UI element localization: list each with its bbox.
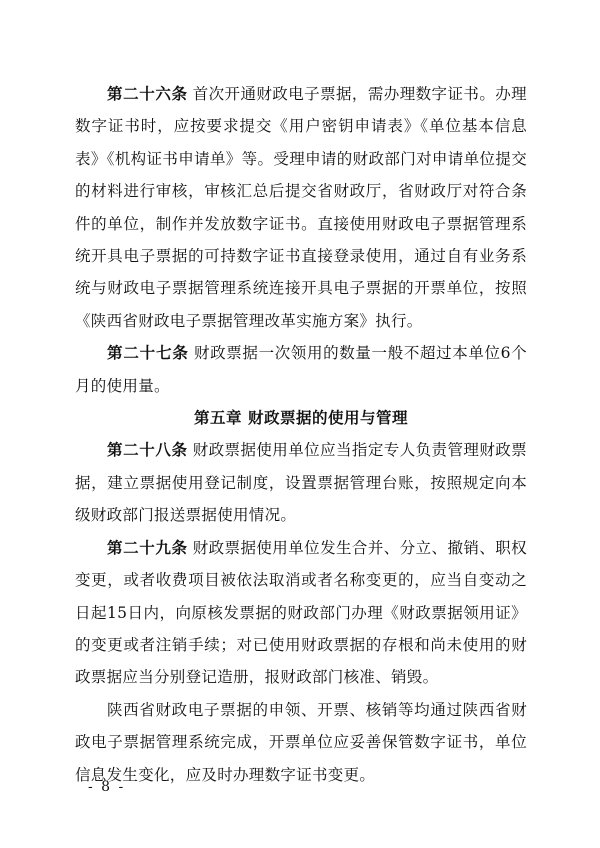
article-29-paragraph <box>75 532 527 694</box>
article-28-paragraph <box>75 434 527 531</box>
electronic-bill-paragraph <box>75 694 527 791</box>
article-29-text: 财政票据使用单位发生合并、分立、撤销、职权变更，或者收费项目被依法取消或者名称变更的，应当自变动之日起15日内，向原核发票据的财政部门办理《财政票据领用证》的变更或者注销手续；对已使用财政票据的存根和尚未使用的财政票据应当分别登记造册，报财政部门核准、销毁。 <box>75 538 527 687</box>
article-26-number: 第二十六条 <box>107 85 188 103</box>
article-29-number: 第二十九条 <box>107 538 188 557</box>
article-27-text: 财政票据一次领用的数量一般不超过本单位6个月的使用量。 <box>75 344 527 395</box>
article-26-text: 首次开通财政电子票据，需办理数字证书。办理数字证书时，应按要求提交《用户密钥申请表》《单位基本信息表》《机构证书申请单》等。受理申请的财政部门对申请单位提交的材料进行审核，审核汇总后提交省财政厅，省财政厅对符合条件的单位，制作并发放数字证书。直接使用财政电子票据管理系统开具电子票据的可持数字证书直接登录使用，通过自有业务系统与财政电子票据管理系统连接开具电子票据的开票单位，按照《陕西省财政电子票据管理改革实施方案》执行。 <box>75 85 527 330</box>
electronic-bill-text: 陕西省财政电子票据的申领、开票、核销等均通过陕西省财政电子票据管理系统完成，开票单位应妥善保管数字证书，单位信息发生变化，应及时办理数字证书变更。 <box>75 700 527 784</box>
page-number: - 8 - <box>88 779 126 795</box>
article-28-text: 财政票据使用单位应当指定专人负责管理财政票据，建立票据使用登记制度，设置票据管理台账，按照规定向本级财政部门报送票据使用情况。 <box>75 441 527 525</box>
article-28-number: 第二十八条 <box>107 441 188 460</box>
article-27-number: 第二十七条 <box>107 344 189 363</box>
article-27-paragraph <box>75 337 527 402</box>
document-body <box>75 78 527 791</box>
chapter-heading: 第五章 财政票据的使用与管理 <box>194 409 408 428</box>
article-26-paragraph <box>75 78 527 337</box>
